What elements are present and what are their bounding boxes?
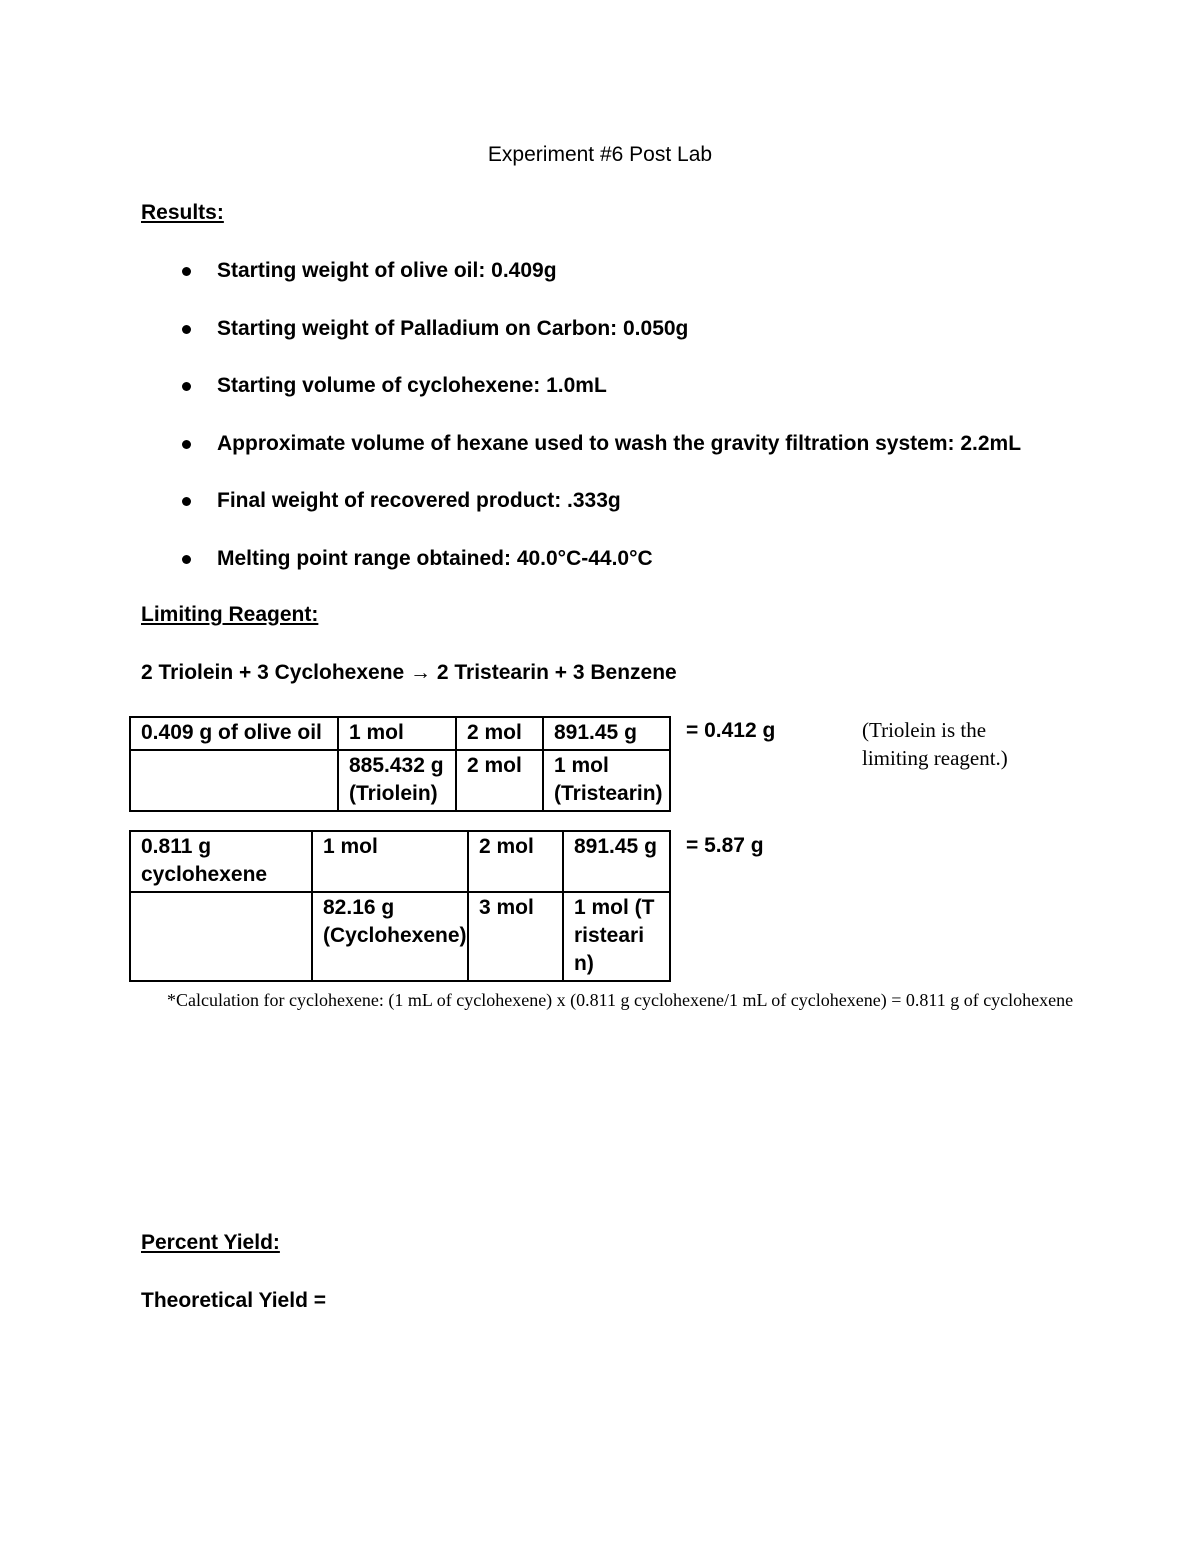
table2-result: = 5.87 g — [686, 834, 764, 857]
table1-result: = 0.412 g — [686, 719, 776, 742]
table-cell: 0.409 g of olive oil — [130, 717, 338, 750]
table-cell: 1 mol (Tristearin) — [543, 750, 670, 811]
bullet-icon — [182, 267, 191, 276]
table-row — [130, 750, 670, 811]
table-cell: 3 mol — [468, 892, 563, 981]
bullet-icon — [182, 555, 191, 564]
list-item: Starting volume of cyclohexene: 1.0mL — [141, 372, 1021, 430]
table-cell: 82.16 g (Cyclohexene) — [312, 892, 468, 981]
table-cell: 2 mol — [456, 750, 543, 811]
table-cell: 1 mol (Tristearin) — [563, 892, 670, 981]
table-cell: 0.811 g cyclohexene — [130, 831, 312, 892]
bullet-icon — [182, 440, 191, 449]
page-title: Experiment #6 Post Lab — [487, 143, 713, 166]
list-item: Starting weight of olive oil: 0.409g — [141, 257, 1021, 315]
table-row — [130, 831, 670, 892]
percent-yield-heading: Percent Yield: — [141, 1231, 280, 1254]
table-cell: 1 mol — [312, 831, 468, 892]
list-item: Starting weight of Palladium on Carbon: 0.050g — [141, 315, 1021, 373]
results-list — [141, 257, 1021, 602]
theoretical-yield-label: Theoretical Yield = — [141, 1289, 326, 1312]
list-item: Final weight of recovered product: .333g — [141, 487, 1021, 545]
table-cell: 891.45 g — [563, 831, 670, 892]
table-cell — [130, 750, 338, 811]
table-row — [130, 717, 670, 750]
bullet-icon — [182, 382, 191, 391]
table-cell: 885.432 g (Triolein) — [338, 750, 456, 811]
table-cell: 2 mol — [456, 717, 543, 750]
list-item: Melting point range obtained: 40.0°C-44.0°C — [141, 545, 1021, 603]
limiting-reagent-note: (Triolein is the limiting reagent.) — [862, 718, 1008, 770]
cyclohexene-calculation-table — [129, 830, 671, 982]
results-heading: Results: — [141, 201, 224, 224]
table-cell: 2 mol — [468, 831, 563, 892]
table-cell: 891.45 g — [543, 717, 670, 750]
reaction-equation: 2 Triolein + 3 Cyclohexene → 2 Tristearin + 3 Benzene — [141, 661, 677, 684]
table-row — [130, 892, 670, 981]
cyclohexene-footnote: *Calculation for cyclohexene: (1 mL of cyclohexene) x (0.811 g cyclohexene/1 mL of cyclohexene) = 0.811 g of cyclohexene — [167, 990, 1074, 1010]
list-item: Approximate volume of hexane used to wash the gravity filtration system: 2.2mL — [141, 430, 1021, 488]
limiting-reagent-heading: Limiting Reagent: — [141, 603, 319, 626]
table-cell — [130, 892, 312, 981]
table-cell: 1 mol — [338, 717, 456, 750]
bullet-icon — [182, 497, 191, 506]
olive-oil-calculation-table — [129, 716, 671, 812]
bullet-icon — [182, 325, 191, 334]
